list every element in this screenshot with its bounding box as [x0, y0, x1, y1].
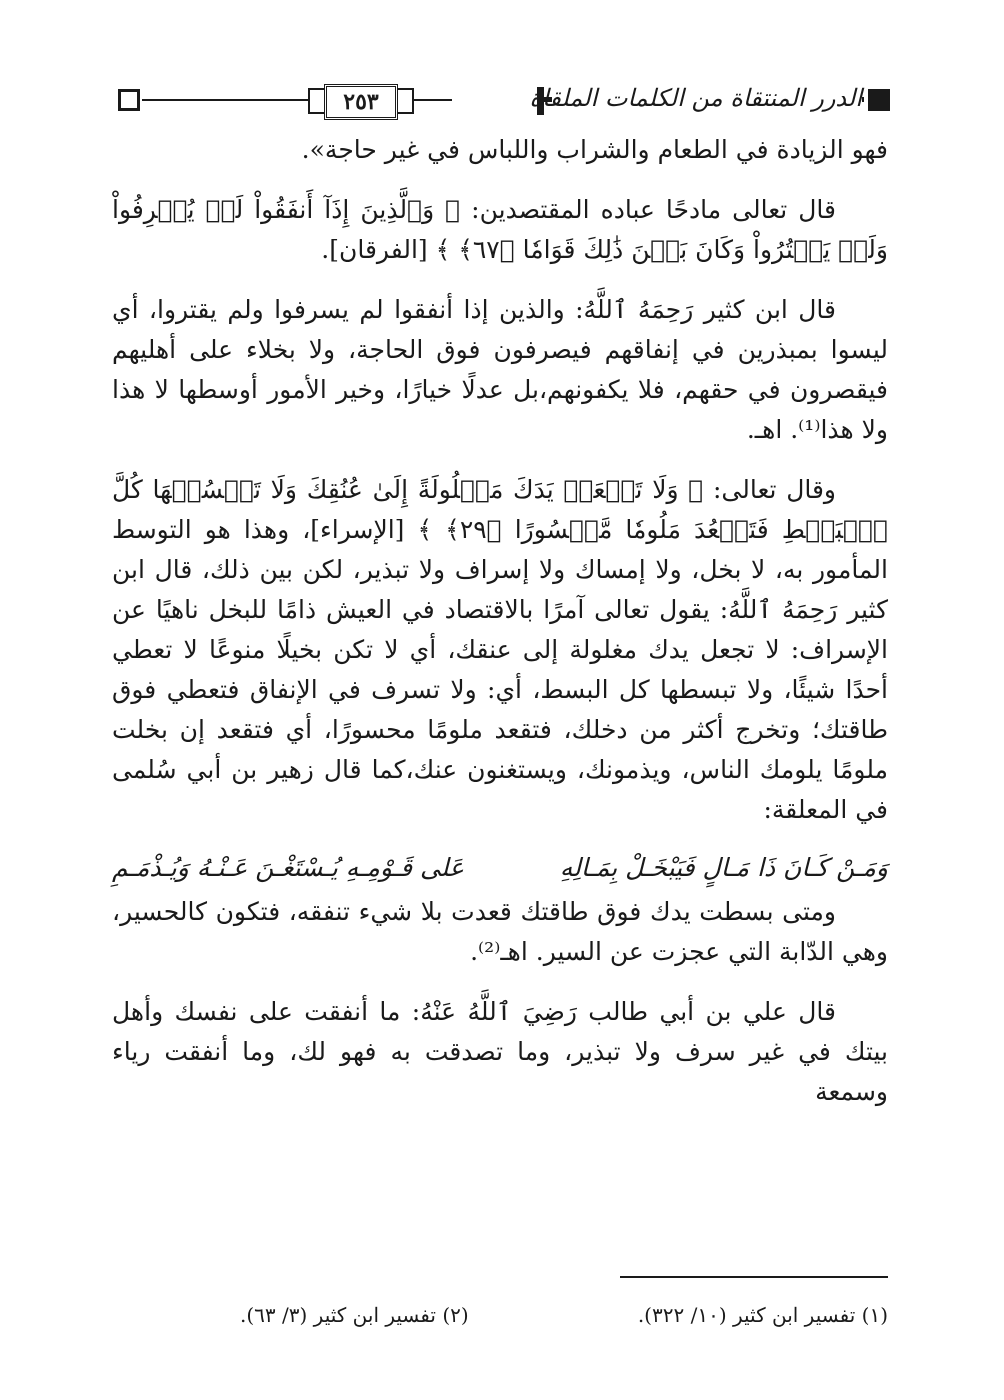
paragraph-ibn-kathir-1: قال ابن كثير رَحِمَهُ ٱللَّهُ: والذين إذا أنفقوا لم يسرفوا ولم يقتروا، أي ليسوا بمبذرين في إنفاقهم فيصرفون فوق الحاجة، ولا بخلاء على أهليهم فيقصرون في حقهم، فلا يكفونهم،بل عدلًا خيارًا، وخير الأمور أوسطها لا هذا ولا هذا⁽¹⁾. اهـ. — [112, 295, 888, 444]
poetry-verse — [112, 848, 888, 888]
paragraph-quran-isra: وقال تعالى: ﴿ وَلَا تَجۡعَلۡ يَدَكَ مَغۡلُولَةً إِلَىٰ عُنُقِكَ وَلَا تَبۡسُطۡهَا كُلَّ ٱلۡبَسۡطِ فَتَقۡعُدَ مَلُومٗا مَّحۡسُورًا ﴿٢٩﴾ ﴾ [الإسراء]، وهذا هو التوسط المأمور به، لا بخل، ولا إمساك ولا إسراف ولا تبذير، لكن بين ذلك، قال ابن كثير رَحِمَهُ ٱللَّهُ: يقول تعالى آمرًا بالاقتصاد في العيش ذامًا للبخل ناهيًا عن الإسراف: لا تجعل يدك مغلولة إلى عنقك، أي لا تكن بخيلًا منوعًا لا تعطي أحدًا شيئًا، ولا تبسطها كل البسط، أي: ولا تسرف في الإنفاق فتعطي فوق طاقتك؛ وتخرج أكثر من دخلك، فتقعد ملومًا محسورًا، أي فتقعد إن بخلت ملومًا يلومك الناس، ويذمونك، ويستغنون عنك،كما قال زهير بن أبي سُلمى في المعلقة: — [112, 475, 888, 824]
paragraph-continuation: فهو الزيادة في الطعام والشراب واللباس في غير حاجة». — [301, 135, 888, 164]
paragraph-quran-furqan: قال تعالى مادحًا عباده المقتصدين: ﴿ وَٱلَّذِينَ إِذَآ أَنفَقُواْ لَمۡ يُسۡرِفُواْ وَلَمۡ يَقۡتُرُواْ وَكَانَ بَيۡنَ ذَٰلِكَ قَوَامٗا ﴿٦٧﴾ ﴾ [الفرقان]. — [112, 195, 888, 264]
book-title: الدرر المنتقاة من الكلمات الملقاة — [552, 78, 862, 118]
footnote-separator — [620, 1276, 888, 1278]
page-number: ٢٥٣ — [324, 84, 398, 120]
footnotes — [240, 1300, 888, 1330]
page-number-ornament-right — [396, 88, 414, 114]
running-header — [112, 84, 892, 118]
main-text — [112, 130, 888, 1112]
header-ornament-right — [868, 89, 890, 111]
footnote-1: (١) تفسير ابن كثير (١٠/ ٣٢٢). — [637, 1303, 888, 1327]
paragraph-ali: قال علي بن أبي طالب رَضِيَ ٱللَّهُ عَنْهُ: ما أنفقت على نفسك وأهل بيتك في غير سرف ولا تبذير، وما تصدقت به فهو لك، وما أنفقت رياء وسمعة — [112, 997, 888, 1106]
footnote-2: (٢) تفسير ابن كثير (٣/ ٦٣). — [240, 1303, 469, 1327]
verse-second-hemistich: عَلى قَـوْمِـهِ يُـسْتَغْـنَ عَـنْـهُ وَيُـذْمَـمِ — [112, 853, 465, 882]
header-ornament-left — [118, 89, 140, 111]
verse-first-hemistich: وَمَـنْ كَـانَ ذَا مَـالٍ فَيَبْخَـلْ بِمَـالِهِ — [559, 853, 888, 882]
paragraph-after-verse: ومتى بسطت يدك فوق طاقتك قعدت بلا شيء تنفقه، فتكون كالحسير، وهي الدّابة التي عجزت عن السير. اهـ⁽²⁾. — [112, 897, 888, 966]
